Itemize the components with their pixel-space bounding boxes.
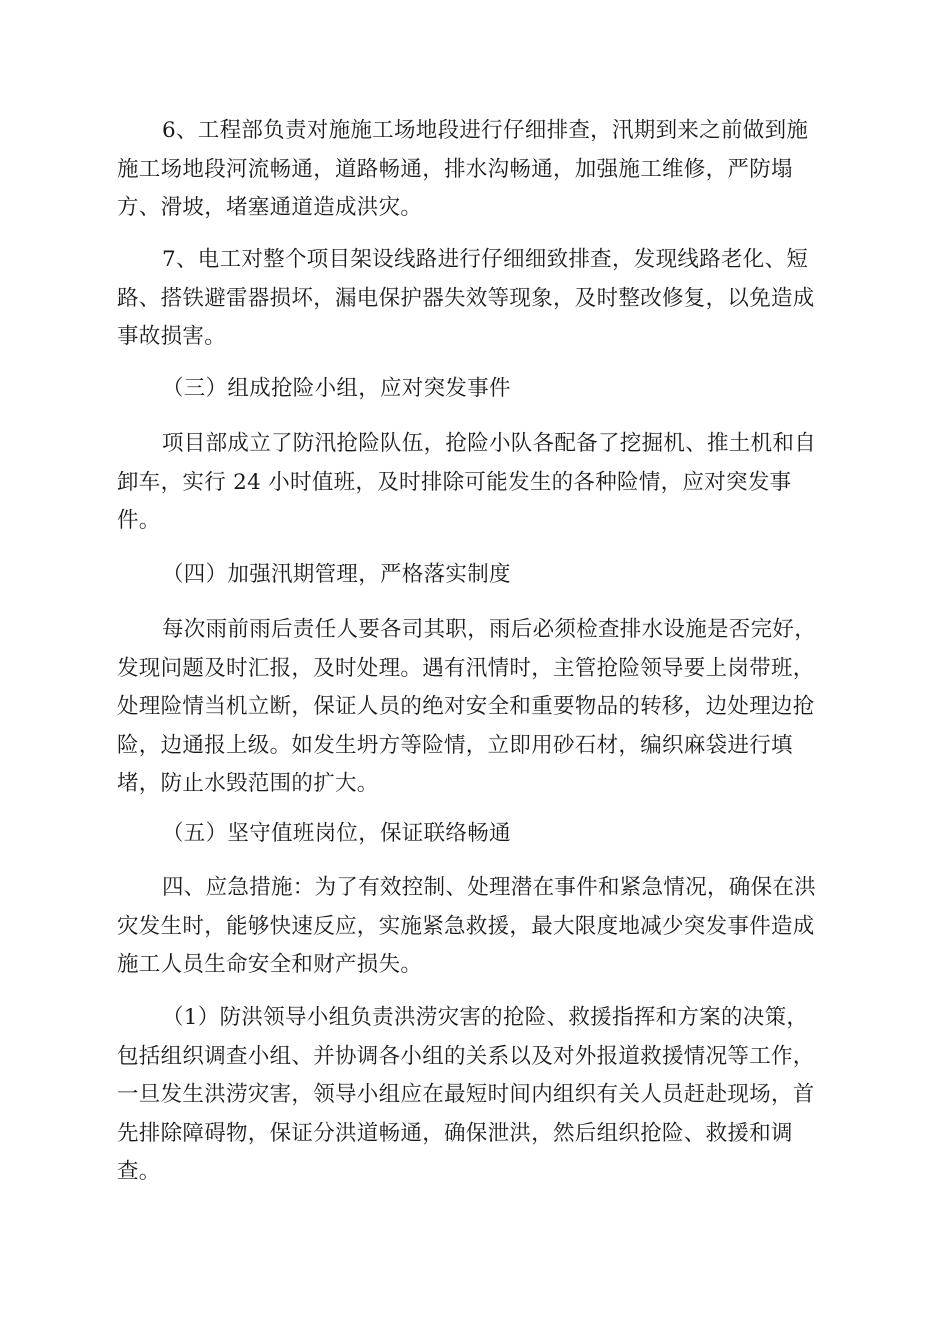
text-line: 处理险情当机立断，保证人员的绝对安全和重要物品的转移，边处理边抢 (117, 694, 815, 719)
text-line: 堵，防止水毁范围的扩大。 (117, 771, 379, 796)
text-line: 一旦发生洪涝灾害，领导小组应在最短时间内组织有关人员赶赴现场，首 (117, 1082, 815, 1107)
text-line: 施工场地段河流畅通，道路畅通，排水沟畅通，加强施工维修，严防塌 (117, 156, 793, 182)
text-line: （1）防洪领导小组负责洪涝灾害的抢险、救援指挥和方案的决策， (162, 1005, 809, 1030)
text-line: 7、电工对整个项目架设线路进行仔细细致排查，发现线路老化、短 (162, 247, 809, 272)
text-line: 事故损害。 (117, 324, 227, 349)
paragraph-item-6 (117, 112, 833, 228)
paragraph-leadership-group (117, 999, 833, 1192)
text-line: 灾发生时，能够快速反应，实施紧急救援，最大限度地减少突发事件造成 (117, 913, 815, 939)
section-heading-5: （五）坚守值班岗位，保证联络畅通 (162, 821, 511, 846)
section-heading-4: （四）加强汛期管理，严格落实制度 (162, 562, 511, 587)
paragraph-rain-management (117, 611, 833, 804)
text-line: 每次雨前雨后责任人要各司其职，雨后必须检查排水设施是否完好， (162, 617, 817, 642)
text-line: 发现问题及时汇报，及时处理。遇有汛情时，主管抢险领导要上岗带班， (117, 655, 815, 681)
paragraph-emergency-measures (117, 869, 833, 985)
text-line: 四、应急措施：为了有效控制、处理潜在事件和紧急情况，确保在洪 (162, 875, 817, 900)
text-line: 路、搭铁避雷器损坏，漏电保护器失效等现象，及时整改修复，以免造成 (117, 285, 815, 311)
text-line: 6、工程部负责对施施工场地段进行仔细排查，汛期到来之前做到施 (162, 118, 809, 143)
text-line: 包括组织调查小组、并协调各小组的关系以及对外报道救援情况等工作， (117, 1043, 815, 1069)
text-line: 项目部成立了防汛抢险队伍，抢险小队各配备了挖掘机、推土机和自 (162, 431, 817, 456)
text-line: 查。 (117, 1159, 161, 1184)
paragraph-rescue-team (117, 425, 833, 541)
paragraph-item-7 (117, 241, 833, 357)
text-line: 施工人员生命安全和财产损失。 (117, 952, 423, 977)
text-line: 先排除障碍物，保证分洪道畅通，确保泄洪，然后组织抢险、救援和调 (117, 1120, 793, 1146)
text-line: 险，边通报上级。如发生坍方等险情，立即用砂石材，编织麻袋进行填 (117, 732, 793, 758)
text-line: 件。 (117, 508, 161, 533)
section-heading-3: （三）组成抢险小组，应对突发事件 (162, 376, 511, 401)
text-line: 卸车，实行 24 小时值班，及时排除可能发生的各种险情，应对突发事 (117, 469, 792, 495)
text-line: 方、滑坡，堵塞通道造成洪灾。 (117, 195, 423, 220)
